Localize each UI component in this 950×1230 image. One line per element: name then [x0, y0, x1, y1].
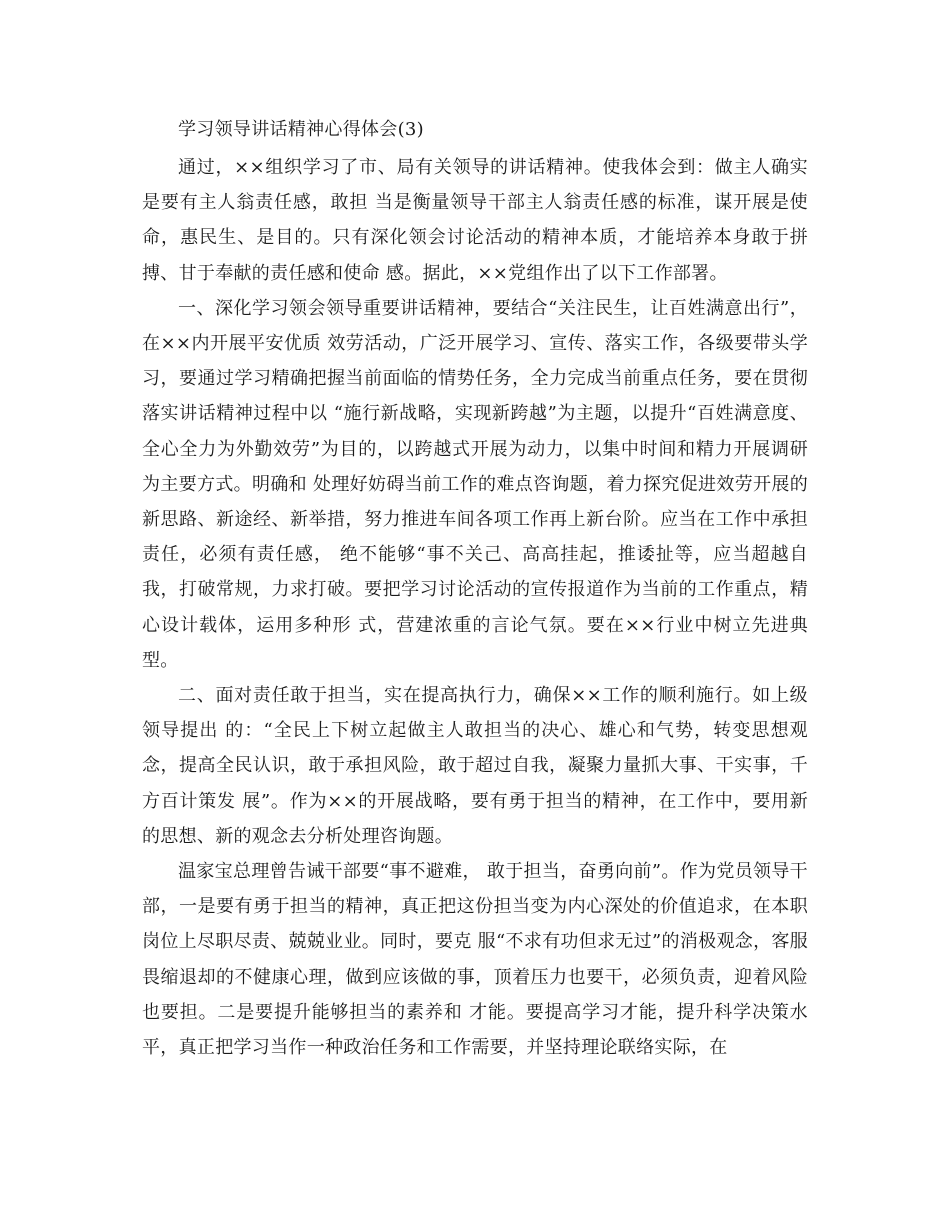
paragraph-section-one: 一、深化学习领会领导重要讲话精神，要结合“关注民生，让百姓满意出行”，在××内开展平安优质 效劳活动，广泛开展学习、宣传、落实工作，各级要带头学习，要通过学习精确把握当前面临的情势任务，全力完成当前重点任务，要在贯彻落实讲话精神过程中以 “施行新战略，实现新跨越”为主题，以提升“百姓满意度、全心全力为外勤效劳”为目的，以跨越式开展为动力，以集中时间和精力开展调研为主要方式。明确和 处理好妨碍当前工作的难点咨询题，着力探究促进效劳开展的新思路、新途经、新举措，努力推进车间各项工作再上新台阶。应当在工作中承担责任，必须有责任感， 绝不能够“事不关己、高高挂起，推诿扯等，应当超越自我，打破常规，力求打破。要把学习讨论活动的宣传报道作为当前的工作重点，精心设计载体，运用多种形 式，营建浓重的言论气氛。要在××行业中树立先进典型。: [142, 297, 808, 671]
document-body: [142, 110, 808, 1065]
document-title: 学习领导讲话精神心得体会(3): [178, 119, 424, 140]
paragraph-wen-jiabao: 温家宝总理曾告诫干部要“事不避难， 敢于担当，奋勇向前”。作为党员领导干部，一是要有勇于担当的精神，真正把这份担当变为内心深处的价值追求，在本职岗位上尽职尽责、兢兢业业。同时，要克 服“不求有功但求无过”的消极观念，客服畏缩退却的不健康心理，做到应该做的事，顶着压力也要干，必须负责，迎着风险也要担。二是要提升能够担当的素养和 才能。要提高学习才能，提升科学决策水平，真正把学习当作一种政治任务和工作需要，并坚持理论联络实际，在: [142, 861, 808, 1059]
paragraph-intro: 通过，××组织学习了市、局有关领导的讲话精神。使我体会到：做主人确实是要有主人翁责任感，敢担 当是衡量领导干部主人翁责任感的标准，谋开展是使命，惠民生、是目的。只有深化领会讨论活动的精神本质，才能培养本身敢于拼搏、甘于奉献的责任感和使命 感。据此，××党组作出了以下工作部署。: [142, 157, 808, 284]
paragraph-section-two: 二、面对责任敢于担当，实在提高执行力，确保××工作的顺利施行。如上级领导提出 的：“全民上下树立起做主人敢担当的决心、雄心和气势，转变思想观念，提高全民认识，敢于承担风险，敢于超过自我，凝聚力量抓大事、干实事，千方百计策发 展”。作为××的开展战略，要有勇于担当的精神，在工作中，要用新的思想、新的观念去分析处理咨询题。: [142, 685, 808, 847]
